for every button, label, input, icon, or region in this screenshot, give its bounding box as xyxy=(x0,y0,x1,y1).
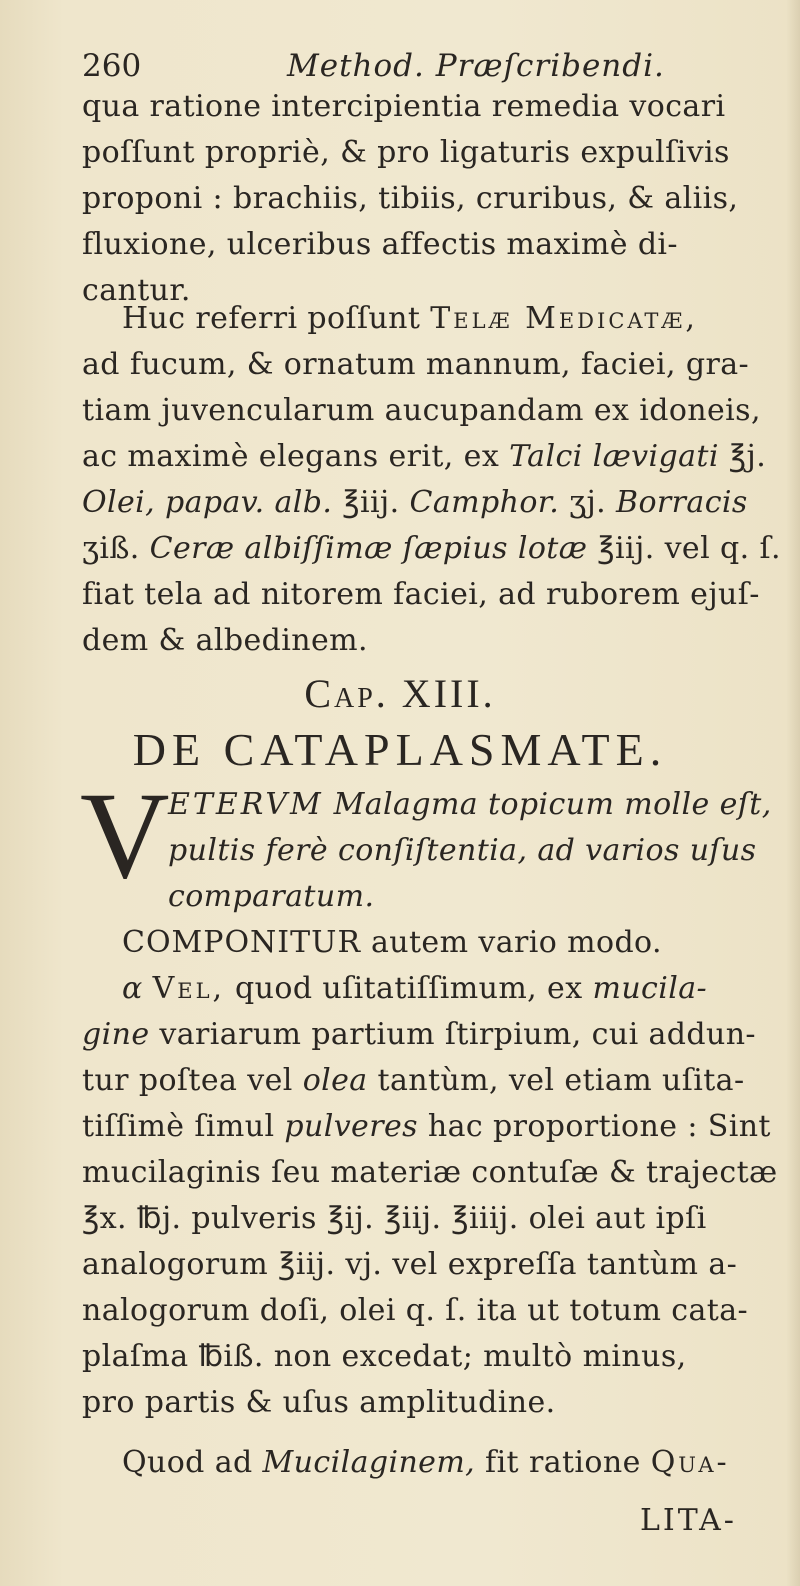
italic-term: Camphor. xyxy=(409,485,560,520)
text-run: COMPONITUR xyxy=(122,925,362,960)
text-line: comparatum. xyxy=(168,879,375,914)
text-line xyxy=(122,920,800,966)
text-line: poſſunt propriè, & pro ligaturis expulſivis xyxy=(82,135,730,170)
item-marker: α xyxy=(122,971,153,1006)
text-line xyxy=(82,526,800,572)
text-run: fit ratione xyxy=(475,1445,651,1480)
text-run: tantùm, vel etiam uſita- xyxy=(367,1063,745,1098)
text-line: ℥x. ℔j. pulveris ℥ij. ℥iij. ℥iiij. olei aut ipſi xyxy=(82,1201,707,1236)
italic-term: pulveres xyxy=(284,1109,418,1144)
text-line: pro partis & uſus amplitudine. xyxy=(82,1385,556,1420)
chapter-number xyxy=(0,664,800,724)
text-line xyxy=(122,966,800,1012)
text-line: tiam juvencularum aucupandam ex idoneis, xyxy=(82,393,761,428)
text-line xyxy=(82,1012,800,1058)
text-run: quod uſitatiſſimum, ex xyxy=(225,971,593,1006)
text-line: qua ratione intercipientia remedia vocari xyxy=(82,89,726,124)
page-number: 260 xyxy=(82,48,142,84)
text-run: Huc referri poſſunt xyxy=(122,301,431,336)
text-line: plaſma ℔iß. non excedat; multò minus, xyxy=(82,1339,687,1374)
italic-term: Talci lævigati xyxy=(509,439,719,474)
text-run: ℥iij. vel q. ſ. xyxy=(587,531,781,566)
italic-term: Mucilaginem, xyxy=(262,1445,476,1480)
page-edge-shadow xyxy=(786,0,800,1586)
italic-term: Olei, papav. alb. xyxy=(82,485,333,520)
text-line: analogorum ℥iij. vj. vel expreſſa tantùm a- xyxy=(82,1247,738,1282)
text-run: ETERVM xyxy=(168,787,324,822)
text-line: dem & albedinem. xyxy=(82,623,368,658)
italic-term: mucila- xyxy=(592,971,708,1006)
text-run: ℥iij. xyxy=(332,485,410,520)
text-run: Quod ad xyxy=(122,1445,263,1480)
text-line xyxy=(82,434,800,480)
text-line: mucilaginis ſeu materiæ contuſæ & trajectæ xyxy=(82,1155,778,1190)
italic-term: olea xyxy=(302,1063,368,1098)
drop-cap: V xyxy=(80,767,170,904)
text-run: hac proportione : Sint xyxy=(417,1109,771,1144)
catchword: LITA- xyxy=(640,1503,737,1538)
italic-term: gine xyxy=(82,1017,150,1052)
italic-term: Borracis xyxy=(616,485,748,520)
small-caps-term: Telæ Medicatæ, xyxy=(430,301,698,336)
text-run: Malagma topicum molle eſt, xyxy=(323,787,772,822)
small-caps-term: Vel, xyxy=(152,971,226,1006)
text-line xyxy=(82,480,800,526)
text-run: ʒj. xyxy=(559,485,617,520)
small-caps-term: Qua- xyxy=(650,1445,730,1480)
text-line: pultis ferè conſiſtentia, ad varios uſus xyxy=(168,833,757,868)
text-run: variarum partium ſtirpium, cui addun- xyxy=(149,1017,756,1052)
text-line: ad fucum, & ornatum mannum, faciei, gra- xyxy=(82,347,750,382)
text-line xyxy=(122,1440,800,1486)
text-run: tiſſimè ſimul xyxy=(82,1109,285,1144)
running-head xyxy=(82,44,722,88)
chapter-title: DE CATAPLASMATE. xyxy=(132,724,668,775)
text-run: ℥j. xyxy=(718,439,767,474)
text-line xyxy=(168,782,800,828)
text-line: nalogorum doſi, olei q. ſ. ita ut totum cata- xyxy=(82,1293,749,1328)
text-line: fluxione, ulceribus affectis maximè di- xyxy=(82,227,678,262)
text-run: ʒiß. xyxy=(82,531,150,566)
chapter-number-text: Cap. XIII. xyxy=(304,671,496,716)
text-line xyxy=(82,1058,800,1104)
text-run: ac maximè elegans erit, ex xyxy=(82,439,510,474)
text-line: cantur. xyxy=(82,273,191,308)
text-line xyxy=(82,1104,800,1150)
running-title: Method. Præſcribendi. xyxy=(287,48,665,84)
text-line: proponi : brachiis, tibiis, cruribus, & aliis, xyxy=(82,181,739,216)
text-run: autem vario modo. xyxy=(361,925,662,960)
italic-term: Ceræ albiſſimæ ſæpius lotæ xyxy=(149,531,588,566)
text-run: tur poſtea vel xyxy=(82,1063,303,1098)
text-line xyxy=(122,296,800,342)
text-line: fiat tela ad nitorem faciei, ad ruborem ejuſ- xyxy=(82,577,760,612)
